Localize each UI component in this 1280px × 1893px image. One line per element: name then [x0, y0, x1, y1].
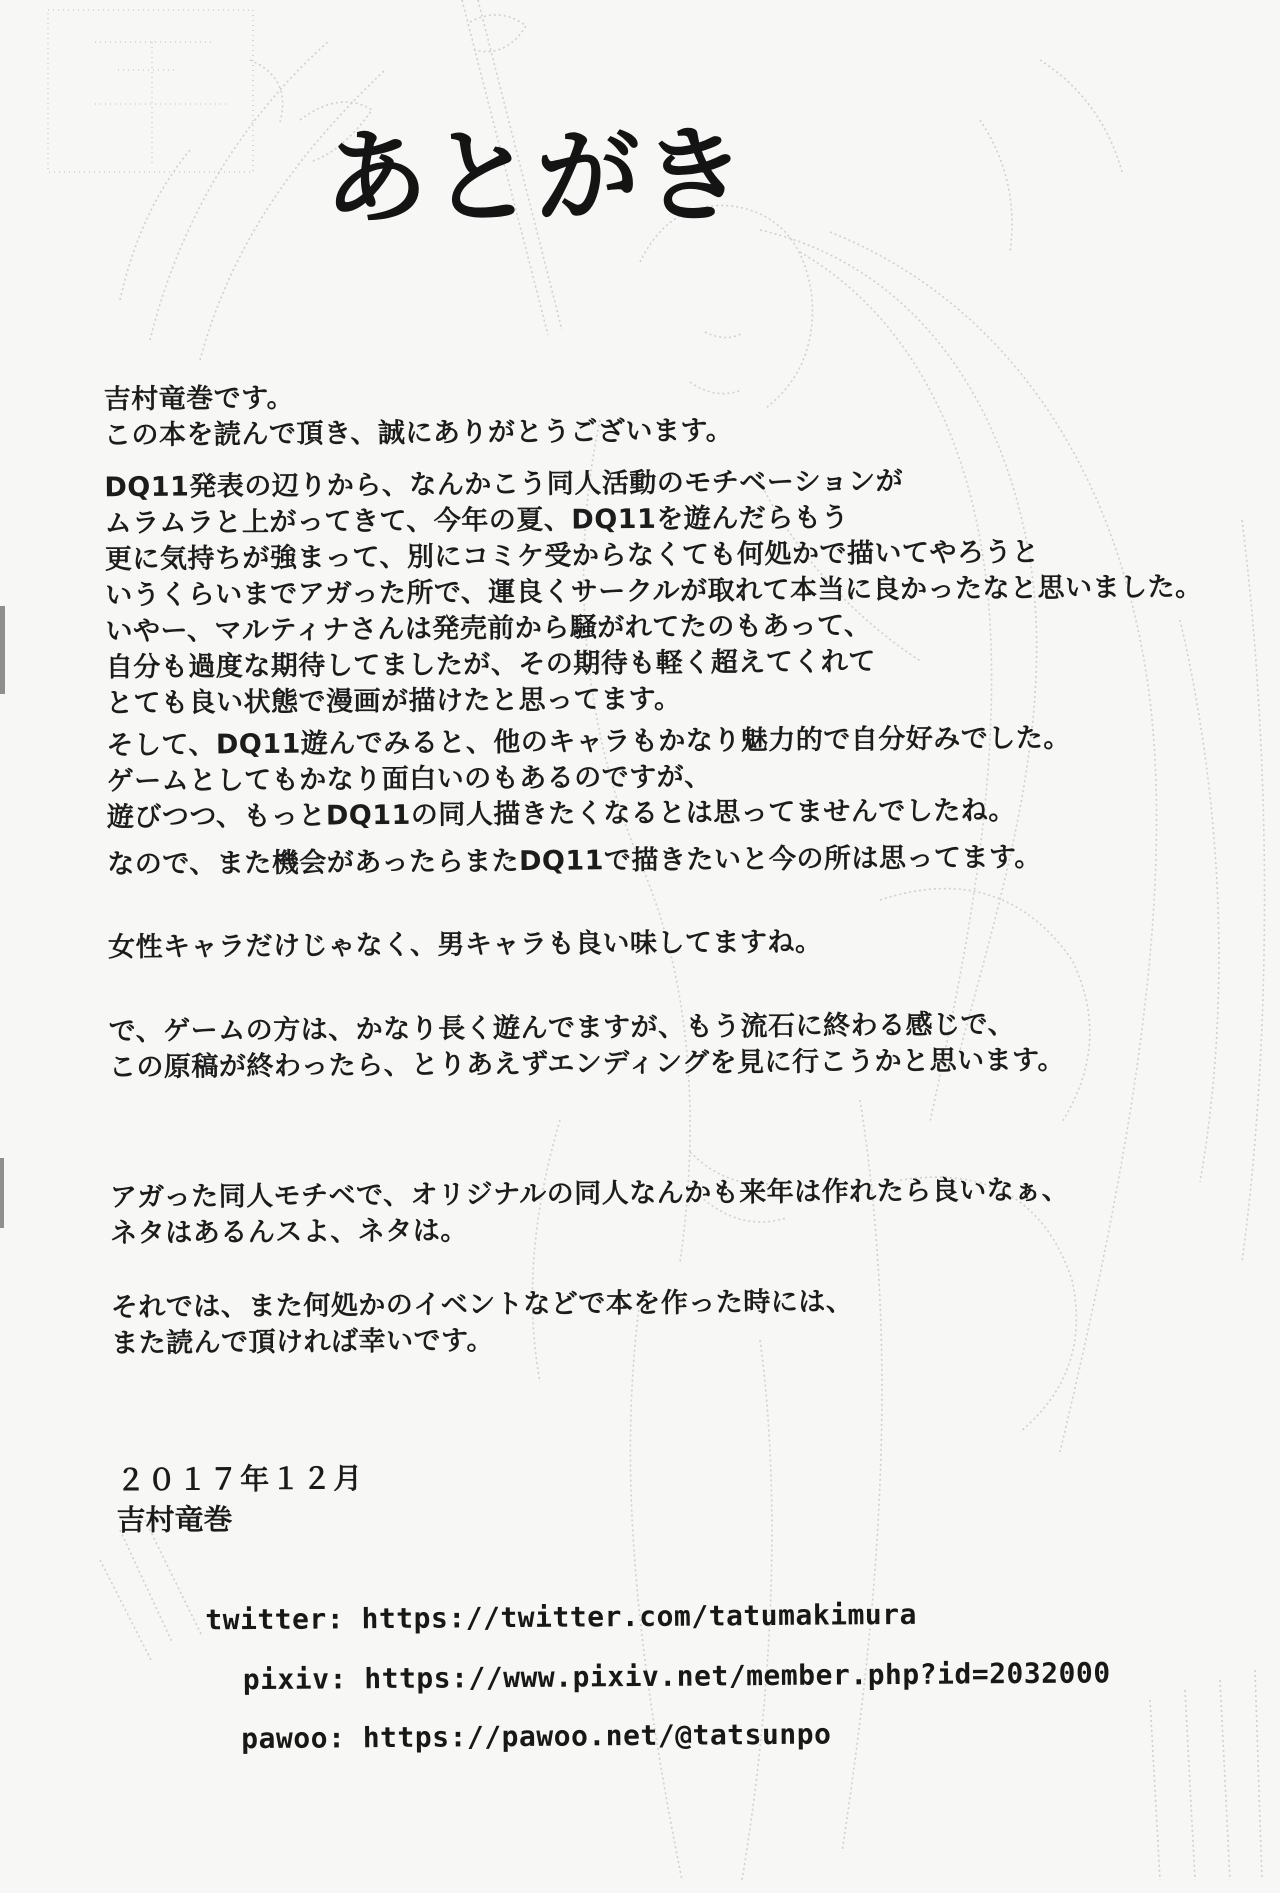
pixiv-label: pixiv:: [242, 1662, 348, 1697]
text-line: で、ゲームの方は、かなり長く遊んでますが、もう流石に終わる感じで、: [108, 1009, 1016, 1048]
text-line: ネタはあるんスよ、ネタは。: [110, 1215, 468, 1250]
ending-paragraph: [109, 1007, 1066, 1087]
motivation-paragraph: [104, 462, 1202, 615]
pawoo-label: pawoo:: [241, 1721, 346, 1756]
twitter-link-line: [205, 1598, 917, 1637]
text-line: いうくらいまでアガった所で、運良くサークルが取れて本当に良かったなと思いました。: [105, 571, 1203, 612]
text-line: 吉村竜巻です。: [103, 382, 295, 416]
text-line: いやー、マルティナさんは発売前から騒がれてたのもあって、: [105, 610, 872, 648]
greeting-paragraph: [104, 377, 734, 454]
text-line: この本を読んで頂き、誠にありがとうございます。: [103, 415, 734, 452]
pixiv-url: https://www.pixiv.net/member.php?id=2032000: [364, 1656, 1111, 1696]
text-line: 女性キャラだけじゃなく、男キャラも良い味してますね。: [107, 926, 823, 964]
text-line: ムラムラと上がってきて、今年の夏、DQ11を遊んだらもう: [104, 502, 849, 540]
text-line: そして、DQ11遊んでみると、他のキャラもかなり魅力的で自分好みでした。: [106, 722, 1071, 762]
twitter-url: https://twitter.com/tatumakimura: [361, 1597, 918, 1636]
signoff-date: ２０１７年１２月: [116, 1461, 365, 1498]
text-line: アガった同人モチベで、オリジナルの同人なんかも来年は作れたら良いなぁ、: [109, 1174, 1070, 1214]
page-title: あとがき: [323, 114, 749, 240]
text-line: 自分も過度な期待してましたが、その期待も軽く超えてくれて: [105, 646, 876, 684]
twitter-label: twitter:: [205, 1602, 345, 1637]
text-line: とても良い状態で漫画が描けたと思ってます。: [105, 683, 682, 720]
male-characters-paragraph: [108, 925, 823, 967]
text-line: 更に気持ちが強まって、別にコミケ受からなくても何処かで描いてやろうと: [104, 536, 1040, 576]
text-line: この原稿が終わったら、とりあえずエンディングを見に行こうかと思います。: [108, 1044, 1066, 1084]
text-line: また読んで頂ければ幸いです。: [111, 1325, 495, 1360]
pawoo-url: https://pawoo.net/@tatsunpo: [362, 1717, 832, 1755]
original-doujin-paragraph: [110, 1173, 1070, 1253]
pawoo-link-line: [241, 1718, 831, 1756]
game-characters-paragraph: [106, 721, 1071, 837]
pixiv-link-line: [243, 1656, 1111, 1696]
signoff-block: [116, 1458, 365, 1540]
text-line: なので、また機会があったらまたDQ11で描きたいと今の所は思ってます。: [107, 841, 1042, 881]
closing-paragraph: [111, 1284, 854, 1362]
text-line: 遊びつつ、もっとDQ11の同人描きたくなるとは思ってませんでしたね。: [106, 795, 1016, 834]
next-time-paragraph: [107, 840, 1042, 883]
text-line: それでは、また何処かのイベントなどで本を作った時には、: [110, 1286, 854, 1324]
text-line: ゲームとしてもかなり面白いのもあるのですが、: [106, 761, 712, 798]
martina-paragraph: [105, 608, 876, 722]
author-name: 吉村竜巻: [116, 1502, 233, 1538]
text-line: DQ11発表の辺りから、なんかこう同人活動のモチベーションが: [104, 465, 904, 504]
